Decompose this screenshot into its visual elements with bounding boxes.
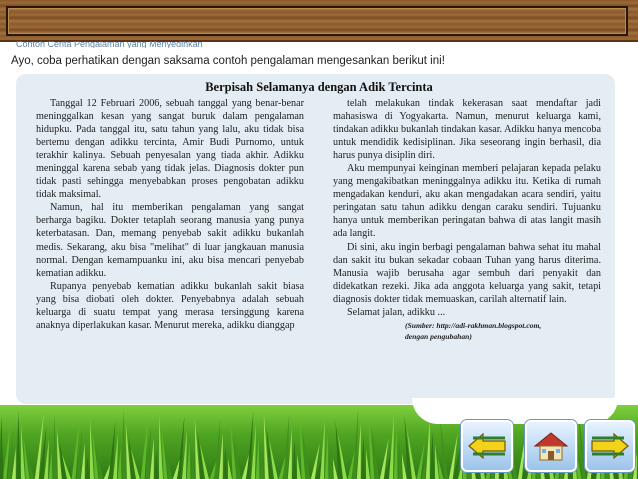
arrow-right-icon (590, 430, 630, 462)
story-title: Berpisah Selamanya dengan Adik Tercinta (205, 80, 433, 94)
story-left-column (36, 97, 304, 332)
story-paragraph: Di sini, aku ingin berbagi pengalaman bahwa sehat itu mahal dan sakit itu bukan sekadar cobaan Tuhan yang harus diterima. Manusia wajib berusaha agar sembuh dari penyakit dan didekatkan rezeki. Jika ada anggota keluarga yang sakit, tetapi diagnosis dokter tidak memuaskan, carilah alternatif lain. (333, 241, 601, 305)
story-closing: Selamat jalan, adikku ... (347, 306, 446, 318)
wood-header-frame (6, 6, 628, 36)
cut-off-header-text: Contoh Cerita Pengalaman yang Menyedihkan (16, 41, 203, 48)
story-source-line: (Sumber: http://adi-rakhman.blogspot.com, (405, 320, 542, 330)
story-right-column (333, 97, 601, 341)
story-paragraph: Namun, hal itu memberikan pengalaman yang sangat berharga bagiku. Dokter tetaplah seorang manusia yang punya keterbatasan. Dan, memang penyebab sakit adikku bukanlah medis. Sekarang, aku bisa "melihat" di luar jangkauan manusia normal. Dengan kemampuanku ini, aku bisa mencari penyebab kematian adikku. (36, 202, 304, 279)
story-paragraph: Tanggal 12 Februari 2006, sebuah tanggal yang benar-benar meninggalkan kesan yang sangat buruk dalam pengalaman hidupku. Pada tanggal itu, satu tahun yang lalu, aku tidak bisa bertemu dengan adikku tercinta, Amir Budi Purnomo, untuk terakhir kalinya. Sebuah penyesalan yang tiada akhir. Adikku meninggal karena sebab yang tidak jelas. Diagnosis dokter pun tidak pasti sehingga menyebabkan proses pengobatan adikku tidak maksimal. (36, 98, 304, 201)
story-source-note: dengan pengubahan) (405, 331, 472, 341)
next-button[interactable] (585, 420, 635, 472)
home-icon (531, 429, 571, 463)
story-paragraph: Aku mempunyai keinginan memberi pelajaran kepada pelaku yang mengakibatkan meninggalnya adikku itu. Ketika di rumah mengadakan kenduri, aku akan mengadakan acara sendiri, yaitu peringatan satu tahun adikku dengan caraku sendiri. Tujuanku hanya untuk memberikan peringatan bahwa di atas langit masih ada langit. (333, 163, 601, 240)
home-button[interactable] (525, 420, 577, 472)
story-paragraph: telah melakukan tindak kekerasan saat mendaftar jadi mahasiswa di Yogyakarta. Namun, menurut keluarga kami, tindakan adikku bukanlah tindakan kasar. Adikku hanya mencoba untuk mendidik kedisiplinan. Jika seseorang ingin berhasil, dia harus punya disiplin diri. (333, 98, 601, 162)
story-paragraph: Rupanya penyebab kematian adikku bukanlah sakit biasa yang bisa diobati oleh dokter. Penyebabnya adalah sebuah keluarga di suatu tempat yang merasa tersinggung karena anaknya diperlakukan kasar. Menurut mereka, adikku dianggap (36, 280, 304, 331)
wood-header-band (0, 0, 638, 42)
back-button[interactable] (461, 420, 513, 472)
instruction-text: Ayo, coba perhatikan dengan saksama contoh pengalaman mengesankan berikut ini! (11, 55, 445, 67)
arrow-left-icon (467, 430, 507, 462)
